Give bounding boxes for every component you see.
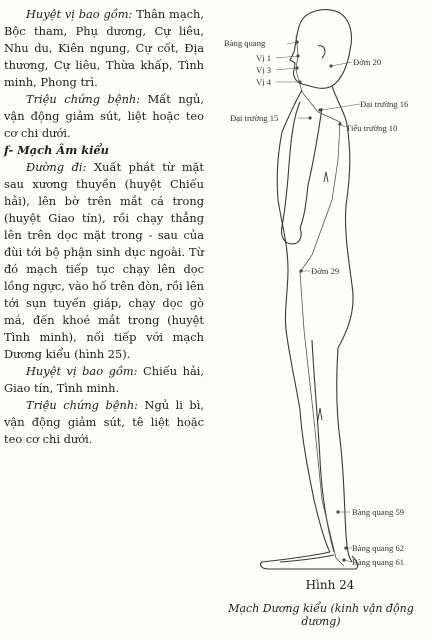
acupoints-list: Thân mạch, Bộc tham, Phụ dương, Cự liêu, Nhu du, Kiên ngung, Cự cốt, Địa thương, Cự liêu, Thừa khấp, Tình minh, Phong trì. xyxy=(4,7,204,89)
heading-symptoms-2: Triệu chứng bệnh xyxy=(26,398,135,412)
section-title: f- Mạch Âm kiểu xyxy=(4,143,109,157)
foot-2 xyxy=(280,555,334,562)
meridian-arrow-up-2 xyxy=(318,408,322,420)
hand xyxy=(281,226,301,244)
front-outline xyxy=(277,90,302,330)
figure-number: Hình 24 xyxy=(305,578,355,592)
face-profile xyxy=(290,24,310,86)
acupoint-dot xyxy=(344,546,347,549)
acupoint-dot xyxy=(296,54,299,57)
paragraph-acupoints-am: Huyệt vị bao gồm: Chiếu hải, Giao tín, Tình minh. xyxy=(4,364,204,395)
foot xyxy=(260,552,357,569)
heading-acupoints-2: Huyệt vị bao gồm xyxy=(26,364,134,378)
heading-pathway: Đường đi xyxy=(26,160,83,174)
acupoint-dot xyxy=(318,108,321,111)
acupoint-dot xyxy=(308,116,311,119)
label-bang-quang-59: Bàng quang 59 xyxy=(352,507,405,517)
heading-acupoints: Huyệt vị bao gồm xyxy=(26,7,129,21)
acupoint-dot xyxy=(295,40,298,43)
label-bang-quang-top: Bàng quang xyxy=(224,38,266,48)
label-bang-quang-61: Bàng quang 61 xyxy=(352,557,405,567)
acupoint-dot xyxy=(299,269,302,272)
pathway-text: Xuất phát từ mặt sau xương thuyền (huyệt Chiếu hải), lên bờ trên mắt cá trong (huyệt Giao tín), rồi chạy thẳng lên trên dọc mặt trong - sau của đùi tới bộ phận sinh dục ngoài. Từ đó mạch tiếp tục chạy lên dọc lồng ngực, vào hố trên đòn, rồi lên tới sụn tuyến giáp, chạy dọc gò má, đến khoé mắt trong (huyệt Tình minh), nối tiếp với mạch Dương kiểu (hình 25). xyxy=(4,160,204,361)
meridian-line xyxy=(296,36,344,566)
symptoms-text: Mất ngủ, vận động giảm sút, liệt hoặc teo cơ chi dưới. xyxy=(4,92,204,140)
acupoint-dot xyxy=(298,80,301,83)
leader-lines xyxy=(276,42,360,562)
leader-line xyxy=(276,42,360,562)
label-dai-truong-15: Đại trường 15 xyxy=(230,113,279,123)
label-dom-29: Đởm 29 xyxy=(311,266,340,276)
figure-caption: Mạch Dương kiểu (kinh vận động dương) xyxy=(228,602,414,628)
acupoints-list-2: Chiếu hải, Giao tín, Tình minh. xyxy=(4,364,204,395)
paragraph-symptoms-duong: Triệu chứng bệnh: Mất ngủ, vận động giảm sút, liệt hoặc teo cơ chi dưới. xyxy=(4,92,204,140)
label-bang-quang-62: Bàng quang 62 xyxy=(352,543,405,553)
leg-front-outline xyxy=(286,330,330,552)
label-dom-20: Đởm 20 xyxy=(353,57,382,67)
leg-back-outline xyxy=(337,348,352,562)
acupoint-dot xyxy=(336,510,339,513)
label-vi-1: Vị 1 xyxy=(256,53,272,63)
acupoint-dot xyxy=(338,122,341,125)
acupoint-dot xyxy=(329,64,332,67)
head-outline xyxy=(300,10,352,89)
label-vi-3: Vị 3 xyxy=(256,65,272,75)
paragraph-symptoms-am: Triệu chứng bệnh: Ngủ li bì, vận động giảm sút, tê liệt hoặc teo cơ chi dưới. xyxy=(4,398,204,446)
meridian-arrow-up xyxy=(324,172,328,182)
label-dai-truong-16: Đại trường 16 xyxy=(360,99,409,109)
label-vi-4: Vị 4 xyxy=(256,77,272,87)
acupoint-dot xyxy=(295,66,298,69)
inner-leg xyxy=(312,340,334,552)
paragraph-acupoints-duong: Huyệt vị bao gồm: Thân mạch, Bộc tham, Phụ dương, Cự liêu, Nhu du, Kiên ngung, Cự cốt, Địa thương, Cự liêu, Thừa khấp, Tình minh, Phong trì. xyxy=(4,7,204,89)
paragraph-pathway: Đường đi: Xuất phát từ mặt sau xương thuyền (huyệt Chiếu hải), lên bờ trên mắt cá trong (huyệt Giao tín), rồi chạy thẳng lên trên dọc mặt trong - sau của đùi tới bộ phận sinh dục ngoài. Từ đó mạch tiếp tục chạy lên dọc lồng ngực, vào hố trên đòn, rồi lên tới sụn tuyến giáp, chạy dọc gò má, đến khoé mắt trong (huyệt Tình minh), nối tiếp với mạch Dương kiểu (hình 25). xyxy=(4,160,204,361)
heading-symptoms: Triệu chứng bệnh xyxy=(26,92,137,106)
text-column xyxy=(4,6,204,448)
acupoint-dot xyxy=(342,558,345,561)
back-outline xyxy=(332,86,353,348)
acupoint-dots xyxy=(295,40,347,561)
body-outline xyxy=(260,10,357,569)
label-tieu-truong-10: Tiểu trường 10 xyxy=(346,123,398,133)
ear xyxy=(318,46,325,58)
symptoms-text-2: Ngủ li bì, vận động giảm sút, tê liệt hoặc teo cơ chi dưới. xyxy=(4,398,204,446)
arm-outline xyxy=(282,102,322,228)
